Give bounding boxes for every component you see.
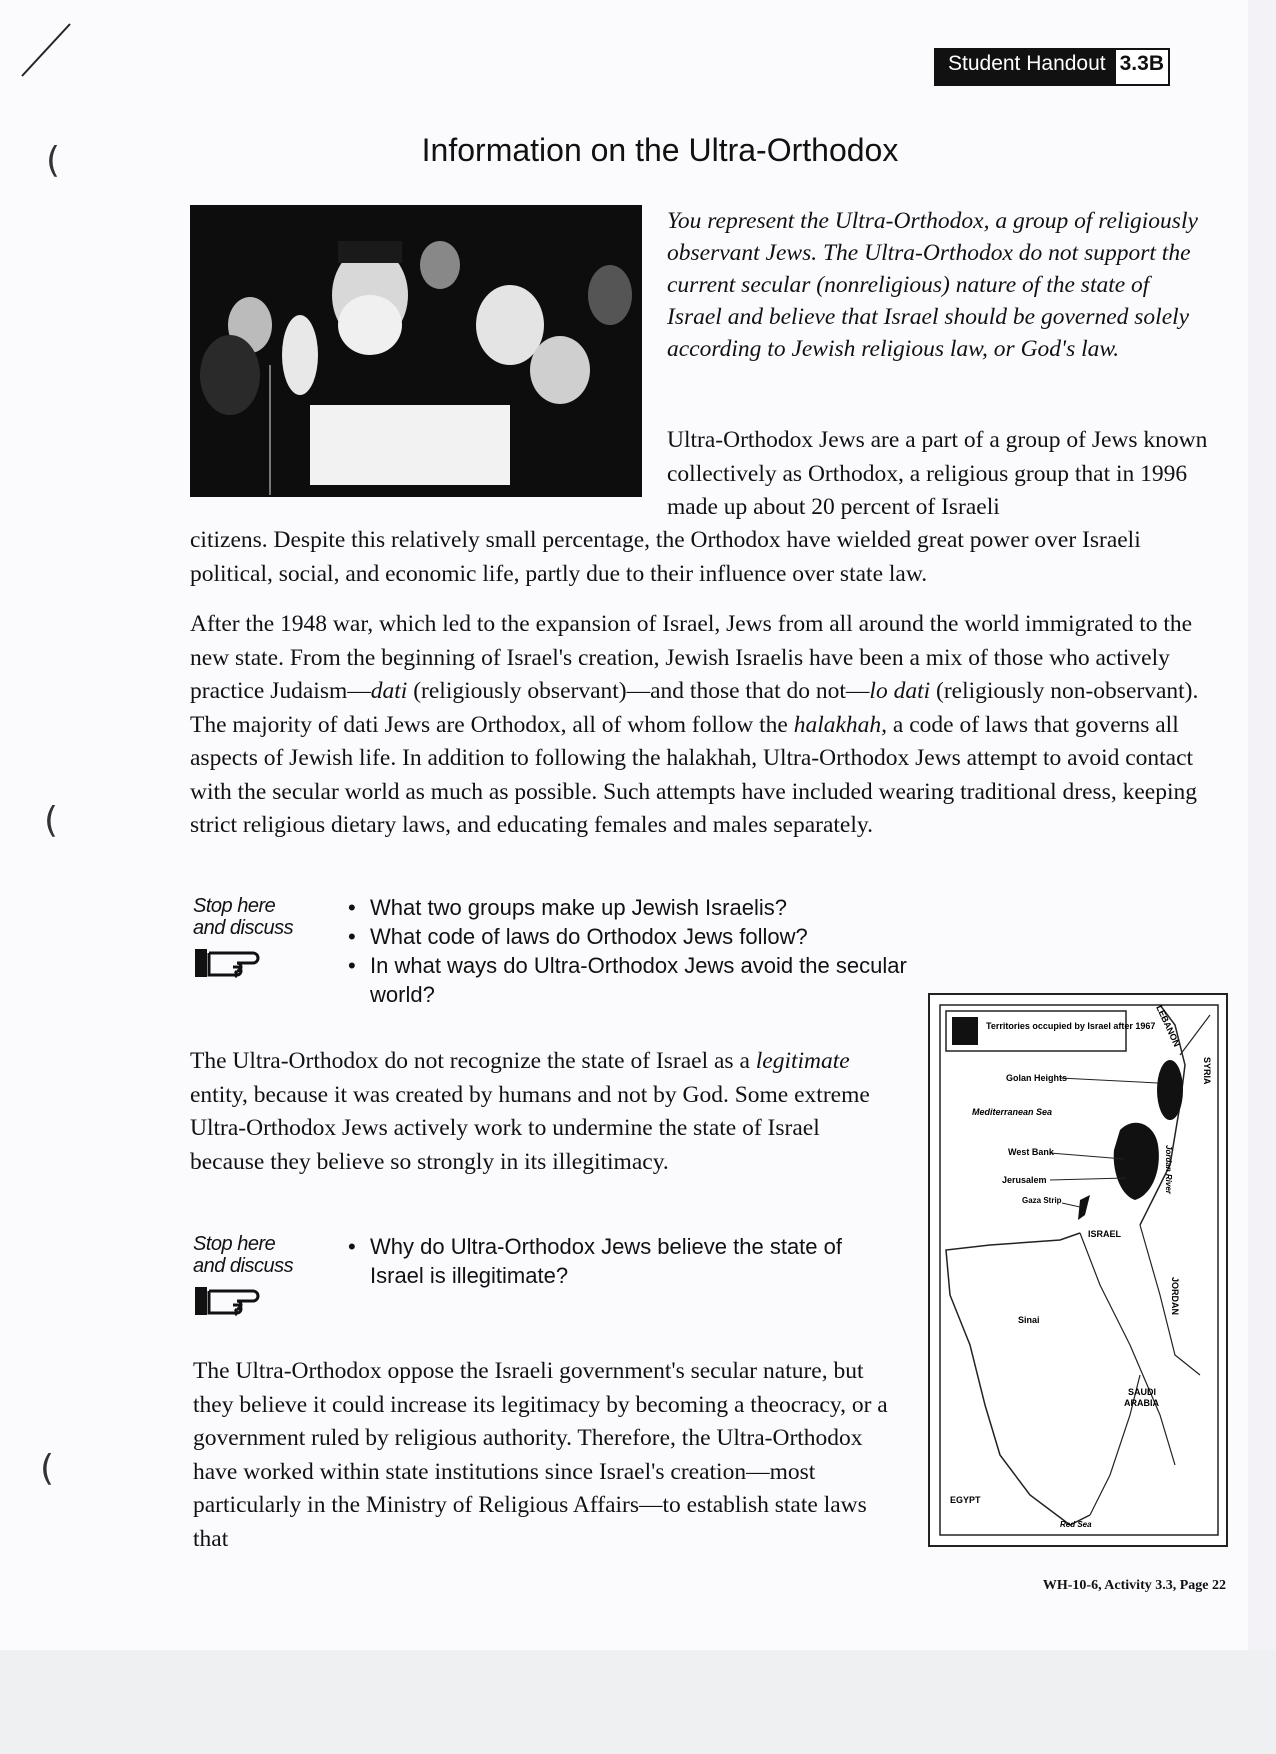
stop-label-line2: and discuss bbox=[193, 1255, 294, 1277]
gaza-strip-shape bbox=[1078, 1195, 1090, 1220]
pen-stroke-mark bbox=[18, 20, 78, 80]
label-jordan-river: Jordan River bbox=[1164, 1145, 1173, 1194]
label-gaza: Gaza Strip bbox=[1022, 1196, 1062, 1205]
west-bank-shape bbox=[1114, 1123, 1159, 1200]
stop-label-line1: Stop here bbox=[193, 1233, 276, 1255]
term-halakhah: halakhah, bbox=[793, 711, 888, 738]
legend-text: Territories occupied by Israel after 1967 bbox=[986, 1021, 1156, 1031]
punch-hole-mark: ( bbox=[46, 140, 61, 181]
pointing-hand-icon bbox=[193, 1283, 267, 1319]
label-lebanon: LEBANON bbox=[1154, 1003, 1183, 1049]
map-drawing bbox=[930, 995, 1226, 1545]
label-jerusalem: Jerusalem bbox=[1002, 1175, 1047, 1185]
paragraph-2-text-c: (religiously non-observant). The majority of dati Jews are Orthodox, all of whom follow the bbox=[190, 678, 1199, 738]
question-item: • In what ways do Ultra-Orthodox Jews avoid the secular world? bbox=[348, 951, 908, 1009]
term-legitimate: legitimate bbox=[755, 1048, 850, 1074]
label-red-sea: Red Sea bbox=[1060, 1520, 1092, 1529]
punch-hole-mark: ( bbox=[40, 1448, 55, 1489]
term-lo-dati: lo dati bbox=[869, 678, 931, 704]
intro-paragraph: You represent the Ultra-Orthodox, a group of religiously observant Jews. The Ultra-Orthodox do not support the current secular (nonreligious) nature of the state of Israel and believe that Israel should be governed solely according to Jewish religious law, or God's law. bbox=[667, 208, 1198, 362]
label-mediterranean: Mediterranean Sea bbox=[972, 1107, 1053, 1117]
stop-label-line1: Stop here bbox=[193, 895, 276, 917]
legend-swatch bbox=[952, 1017, 978, 1045]
paragraph-1-top: Ultra-Orthodox Jews are a part of a group of Jews known collectively as Orthodox, a religious group that in 1996 made up about 20 percent of Israeli bbox=[667, 427, 1208, 520]
question-item: • Why do Ultra-Orthodox Jews believe the state of Israel is illegitimate? bbox=[348, 1232, 898, 1290]
photo-ultra-orthodox bbox=[190, 205, 642, 497]
paragraph-3 bbox=[190, 1045, 890, 1179]
badge-label: Student Handout bbox=[936, 50, 1116, 84]
label-jordan: JORDAN bbox=[1170, 1277, 1180, 1316]
page-title: Information on the Ultra-Orthodox bbox=[421, 132, 899, 168]
handout-badge bbox=[934, 48, 1170, 86]
label-golan: Golan Heights bbox=[1006, 1073, 1068, 1083]
term-dati: dati bbox=[370, 678, 408, 704]
scanner-bed-edge bbox=[0, 1650, 1276, 1754]
label-egypt: EGYPT bbox=[950, 1495, 981, 1505]
pointing-hand-icon bbox=[193, 945, 267, 981]
label-saudi-arabia: SAUDI ARABIA bbox=[1124, 1387, 1159, 1408]
paragraph-2-text-d: a code of laws that governs all aspects of Jewish life. In addition to following the halakhah, Ultra-Orthodox Jews attempt to avoid contact with the secular world as much as possible. Such attempts have included wearing traditional dress, keeping strict religious dietary laws, and educating females and males separately. bbox=[190, 711, 1197, 838]
paragraph-3-text-a: The Ultra-Orthodox do not recognize the state of Israel as a bbox=[190, 1048, 756, 1074]
photo-image bbox=[190, 205, 642, 497]
paragraph-3-text-b: entity, because it was created by humans and not by God. Some extreme Ultra-Orthodox Jews actively work to undermine the state of Israel because they believe so strongly in its illegitimacy. bbox=[190, 1081, 870, 1175]
paragraph-2-text-b: (religiously observant)—and those that do not— bbox=[407, 678, 870, 704]
page-footer: WH-10-6, Activity 3.3, Page 22 bbox=[1042, 1578, 1226, 1593]
golan-heights-shape bbox=[1157, 1060, 1183, 1120]
discussion-questions-1 bbox=[348, 893, 908, 1009]
question-item: • What two groups make up Jewish Israelis? bbox=[348, 893, 908, 922]
paragraph-1-bottom: citizens. Despite this relatively small percentage, the Orthodox have wielded great power over Israeli political, social, and economic life, partly due to their influence over state law. bbox=[190, 527, 1141, 587]
badge-number: 3.3B bbox=[1116, 50, 1168, 84]
label-west-bank: West Bank bbox=[1008, 1147, 1054, 1157]
stop-and-discuss-1 bbox=[193, 895, 293, 981]
label-israel: ISRAEL bbox=[1088, 1229, 1122, 1239]
discussion-questions-2 bbox=[348, 1232, 898, 1290]
paragraph-4: The Ultra-Orthodox oppose the Israeli government's secular nature, but they believe it could increase its legitimacy by becoming a theocracy, or a government ruled by religious authority. Therefore, the Ultra-Orthodox have worked within state institutions since Israel's creation—most particularly in the Ministry of Religious Affairs—to establish state laws that bbox=[193, 1358, 888, 1552]
paragraph-2 bbox=[190, 608, 1210, 843]
stop-and-discuss-2 bbox=[193, 1233, 293, 1319]
label-syria: SYRIA bbox=[1202, 1057, 1212, 1085]
israel-territories-map bbox=[928, 993, 1228, 1547]
paragraph-2-text-a: After the 1948 war, which led to the expansion of Israel, Jews from all around the world immigrated to the new state. From the beginning of Israel's creation, Jewish Israelis have been a mix of those who actively practice Judaism— bbox=[190, 611, 1193, 704]
punch-hole-mark: ( bbox=[44, 800, 59, 841]
label-sinai: Sinai bbox=[1018, 1315, 1040, 1325]
stop-label-line2: and discuss bbox=[193, 917, 294, 939]
question-item: • What code of laws do Orthodox Jews follow? bbox=[348, 922, 908, 951]
